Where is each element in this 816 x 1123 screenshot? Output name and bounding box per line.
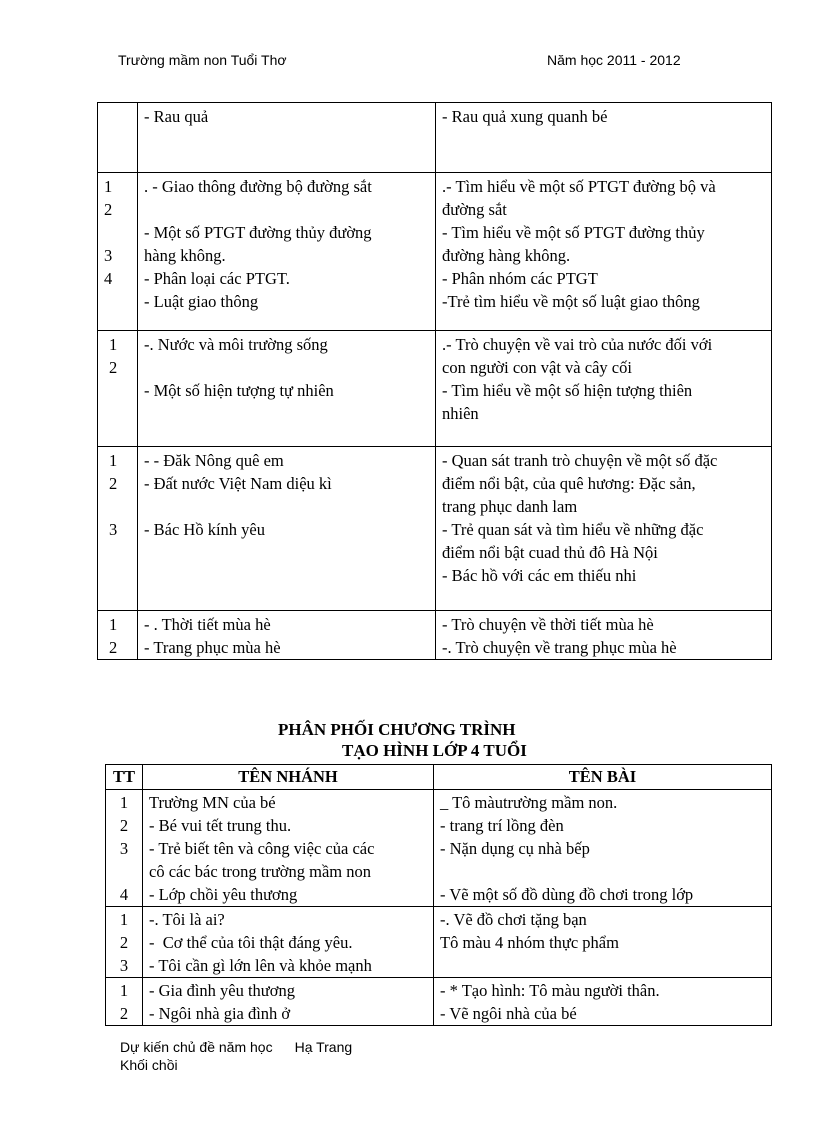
lesson-line: Tô màu 4 nhóm thực phẩm [440,933,619,952]
header-year: Năm học 2011 - 2012 [547,52,681,68]
footer-line-1 [120,1039,352,1055]
branch-line: Trường MN của bé [149,793,276,812]
tt-number: 3 [119,956,129,975]
curriculum-table-2 [105,764,772,1026]
tt-number: 1 [119,910,129,929]
lesson-line: trang phục danh lam [442,497,578,516]
column-header-branch: TÊN NHÁNH [143,765,434,790]
lesson-cell [436,331,772,447]
tt-number: 2 [119,933,129,952]
branch-line: - Đất nước Việt Nam diệu kì [144,474,332,493]
branch-cell [138,331,436,447]
branch-line: -. Nước và môi trường sống [144,335,328,354]
branch-line: - Luật giao thông [144,292,259,311]
lesson-cell [436,103,772,173]
lesson-line: đường hàng không. [442,246,571,265]
branch-line: - Lớp chồi yêu thương [149,885,298,904]
tt-cell [106,978,143,1026]
lesson-line: - Bác hồ với các em thiếu nhi [442,566,637,585]
table-row [98,331,772,447]
tt-number: 4 [119,885,129,904]
lesson-cell [434,907,772,978]
branch-line: - Tôi cần gì lớn lên và khỏe mạnh [149,956,372,975]
tt-number: 1 [104,177,113,196]
lesson-cell [436,447,772,611]
tt-number: 1 [109,615,118,634]
lesson-cell [434,790,772,907]
lesson-cell [434,978,772,1026]
tt-number: 3 [119,839,129,858]
branch-line: - Cơ thể của tôi thật đáng yêu. [149,933,353,952]
header-row [106,765,772,790]
footer-line-2: Khối chồi [120,1057,178,1073]
lesson-line: đường sắt [442,200,507,219]
branch-line: - Bác Hồ kính yêu [144,520,265,539]
branch-line: . - Giao thông đường bộ đường sắt [144,177,372,196]
lesson-line: - * Tạo hình: Tô màu người thân. [440,981,660,1000]
curriculum-table-1 [97,102,772,660]
tt-cell [98,611,138,660]
branch-line: hàng không. [144,246,226,265]
table-row [106,907,772,978]
lesson-line: -Trẻ tìm hiểu về một số luật giao thông [442,292,700,311]
lesson-line: -. Vẽ đồ chơi tặng bạn [440,910,587,929]
lesson-cell [436,173,772,331]
branch-cell [138,173,436,331]
table-row [98,103,772,173]
section-subtitle: TẠO HÌNH LỚP 4 TUỔI [342,741,527,760]
lesson-line: nhiên [442,404,479,423]
tt-number: 2 [119,1004,129,1023]
tt-number: 2 [104,200,113,219]
table-row [106,790,772,907]
column-header-lesson: TÊN BÀI [434,765,772,790]
lesson-line: - Trẻ quan sát và tìm hiểu về những đặc [442,520,704,539]
lesson-line: - Nặn dụng cụ nhà bếp [440,839,590,858]
tt-cell [98,173,138,331]
branch-line: -. Tôi là ai? [149,910,225,929]
footer-author: Hạ Trang [294,1039,353,1055]
lesson-line: _ Tô màutrường mầm non. [440,793,618,812]
branch-line: - - Đăk Nông quê em [144,451,284,470]
tt-number: 1 [109,335,118,354]
tt-number: 3 [104,246,113,265]
tt-cell [98,103,138,173]
lesson-line: - trang trí lồng đèn [440,816,564,835]
tt-number: 2 [109,638,118,657]
lesson-line: - Vẽ ngôi nhà của bé [440,1004,577,1023]
branch-cell [143,978,434,1026]
lesson-line: - Phân nhóm các PTGT [442,269,598,288]
table-row [98,447,772,611]
lesson-line: điểm nổi bật, của quê hương: Đặc sản, [442,474,696,493]
tt-number: 2 [119,816,129,835]
branch-cell [138,611,436,660]
tt-number: 1 [109,451,118,470]
lesson-line: - Vẽ một số đồ dùng đồ chơi trong lớp [440,885,694,904]
tt-cell [106,790,143,907]
lesson-line: điểm nổi bật cuad thủ đô Hà Nội [442,543,658,562]
tt-cell [98,331,138,447]
branch-line: - Một số hiện tượng tự nhiên [144,381,334,400]
lesson-line: .- Trò chuyện về vai trò của nước đối với [442,335,713,354]
branch-line: - Trang phục mùa hè [144,638,281,657]
tt-number: 2 [109,474,118,493]
branch-line: - Ngôi nhà gia đình ở [149,1004,291,1023]
header-school: Trường mầm non Tuổi Thơ [118,52,287,68]
branch-line: cô các bác trong trường mầm non [149,862,372,881]
tt-number: 1 [119,981,129,1000]
branch-line: - Gia đình yêu thương [149,981,295,1000]
lesson-line: - Rau quả xung quanh bé [442,107,608,126]
lesson-cell [436,611,772,660]
tt-number: 4 [104,269,113,288]
table-row [106,978,772,1026]
branch-line: - . Thời tiết mùa hè [144,615,271,634]
tt-cell [98,447,138,611]
branch-line: - Phân loại các PTGT. [144,269,290,288]
section-title: PHÂN PHỐI CHƯƠNG TRÌNH [278,720,516,739]
tt-cell [106,907,143,978]
branch-line: - Một số PTGT đường thủy đường [144,223,372,242]
branch-cell [138,103,436,173]
branch-line: - Bé vui tết trung thu. [149,816,292,835]
lesson-line: - Tìm hiểu về một số hiện tượng thiên [442,381,693,400]
tt-number: 2 [109,358,118,377]
footer-plan-label: Dự kiến chủ đề năm học [120,1039,273,1055]
branch-line: - Trẻ biết tên và công việc của các [149,839,375,858]
lesson-line: -. Trò chuyện về trang phục mùa hè [442,638,677,657]
lesson-line: .- Tìm hiểu về một số PTGT đường bộ và [442,177,716,196]
branch-cell [143,907,434,978]
lesson-line: - Trò chuyện về thời tiết mùa hè [442,615,654,634]
lesson-line: - Quan sát tranh trò chuyện về một số đặc [442,451,718,470]
tt-number: 3 [109,520,118,539]
branch-cell [138,447,436,611]
table-row [98,611,772,660]
table-row [98,173,772,331]
lesson-line: - Tìm hiểu về một số PTGT đường thủy [442,223,705,242]
tt-number: 1 [119,793,129,812]
lesson-line: con người con vật và cây cối [442,358,632,377]
branch-cell [143,790,434,907]
column-header-tt: TT [106,765,143,790]
branch-line: - Rau quả [144,107,209,126]
